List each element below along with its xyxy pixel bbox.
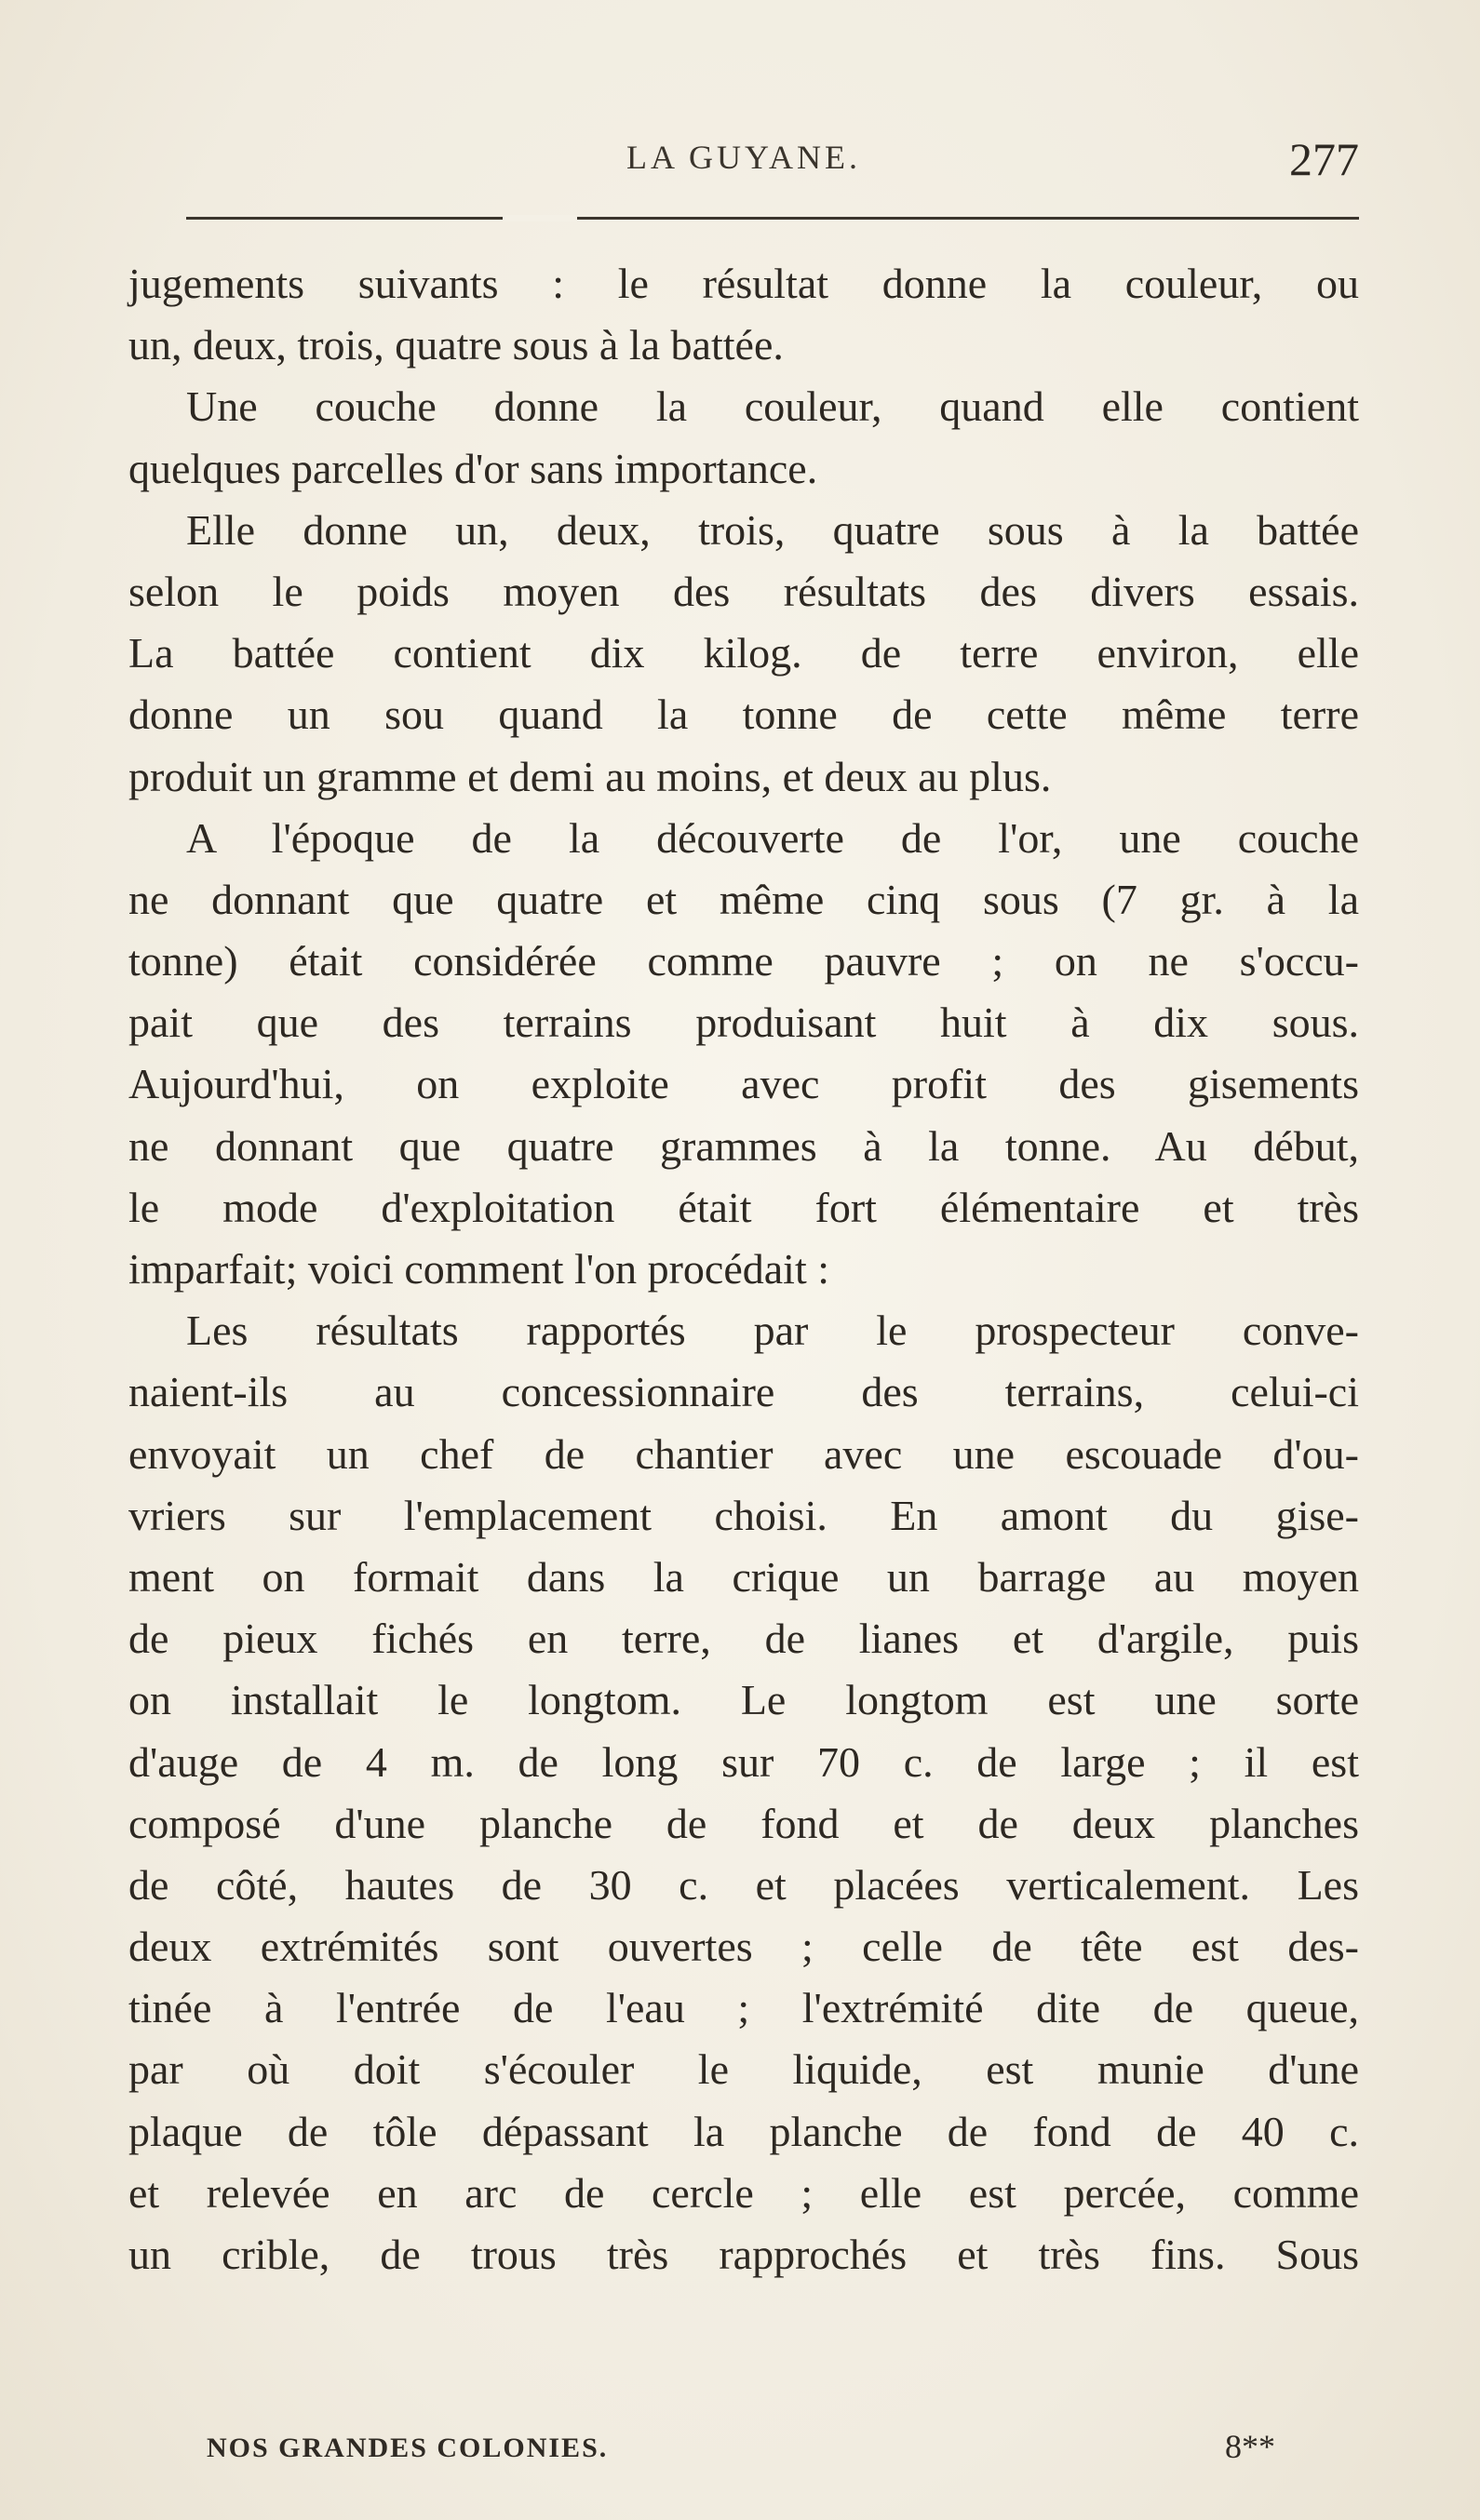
text-line: pait que des terrains produisant huit à dix sous.	[128, 999, 1359, 1047]
text-line: un crible, de trous très rapprochés et très fins. Sous	[128, 2231, 1359, 2278]
text-line: selon le poids moyen des résultats des divers essais.	[128, 567, 1359, 615]
text-line: Les résultats rapportés par le prospecteur conve-	[186, 1307, 1359, 1355]
text-line: par où doit s'écouler le liquide, est munie d'une	[128, 2045, 1359, 2094]
text-line: Elle donne un, deux, trois, quatre sous à la battée	[186, 505, 1359, 554]
text-line: le mode d'exploitation était fort élémentaire et très	[128, 1183, 1359, 1231]
text-line: deux extrémités sont ouvertes ; celle de tête est des-	[128, 1923, 1359, 1971]
body-text	[128, 253, 1359, 2285]
text-line: de côté, hautes de 30 c. et placées verticalement. Les	[128, 1860, 1359, 1909]
text-line: composé d'une planche de fond et de deux planches	[128, 1799, 1359, 1847]
text-line: donne un sou quand la tonne de cette même terre	[128, 690, 1359, 739]
text-line: A l'époque de la découverte de l'or, une couche	[186, 813, 1359, 862]
text-line: de pieux fichés en terre, de lianes et d'argile, puis	[128, 1615, 1359, 1663]
text-line: ne donnant que quatre et même cinq sous (7 gr. à la	[128, 875, 1359, 923]
text-line: imparfait; voici comment l'on procédait :	[128, 1245, 830, 1293]
text-line: un, deux, trois, quatre sous à la battée.	[128, 321, 784, 369]
text-line: tinée à l'entrée de l'eau ; l'extrémité dite de queue,	[128, 1984, 1359, 2032]
signature-mark: 8**	[1225, 2428, 1275, 2465]
text-line: Une couche donne la couleur, quand elle contient	[186, 382, 1359, 431]
text-line: plaque de tôle dépassant la planche de fond de 40 c.	[128, 2107, 1359, 2155]
text-line: ne donnant que quatre grammes à la tonne. Au début,	[128, 1121, 1359, 1170]
page-header	[128, 133, 1359, 194]
text-line: produit un gramme et demi au moins, et deux au plus.	[128, 752, 1052, 800]
text-line: vriers sur l'emplacement choisi. En amont du gise-	[128, 1491, 1359, 1539]
page-footer	[207, 2428, 1275, 2479]
text-line: quelques parcelles d'or sans importance.	[128, 444, 818, 492]
header-rule	[186, 217, 1359, 220]
text-line: on installait le longtom. Le longtom est une sorte	[128, 1676, 1359, 1724]
text-line: tonne) était considérée comme pauvre ; on ne s'occu-	[128, 937, 1359, 985]
text-line: envoyait un chef de chantier avec une escouade d'ou-	[128, 1429, 1359, 1478]
text-line: et relevée en arc de cercle ; elle est percée, comme	[128, 2168, 1359, 2217]
series-title: NOS GRANDES COLONIES.	[207, 2433, 609, 2463]
text-line: ment on formait dans la crique un barrage au moyen	[128, 1552, 1359, 1601]
header-rule-gap	[503, 215, 577, 221]
text-line: La battée contient dix kilog. de terre environ, elle	[128, 629, 1359, 677]
text-line: Aujourd'hui, on exploite avec profit des gisements	[128, 1060, 1359, 1108]
text-line: naient-ils au concessionnaire des terrains, celui-ci	[128, 1368, 1359, 1416]
text-line: jugements suivants : le résultat donne la couleur, ou	[128, 260, 1359, 307]
running-title: LA GUYANE.	[626, 139, 861, 176]
page-number: 277	[1289, 133, 1359, 185]
text-line: d'auge de 4 m. de long sur 70 c. de large ; il est	[128, 1737, 1359, 1786]
